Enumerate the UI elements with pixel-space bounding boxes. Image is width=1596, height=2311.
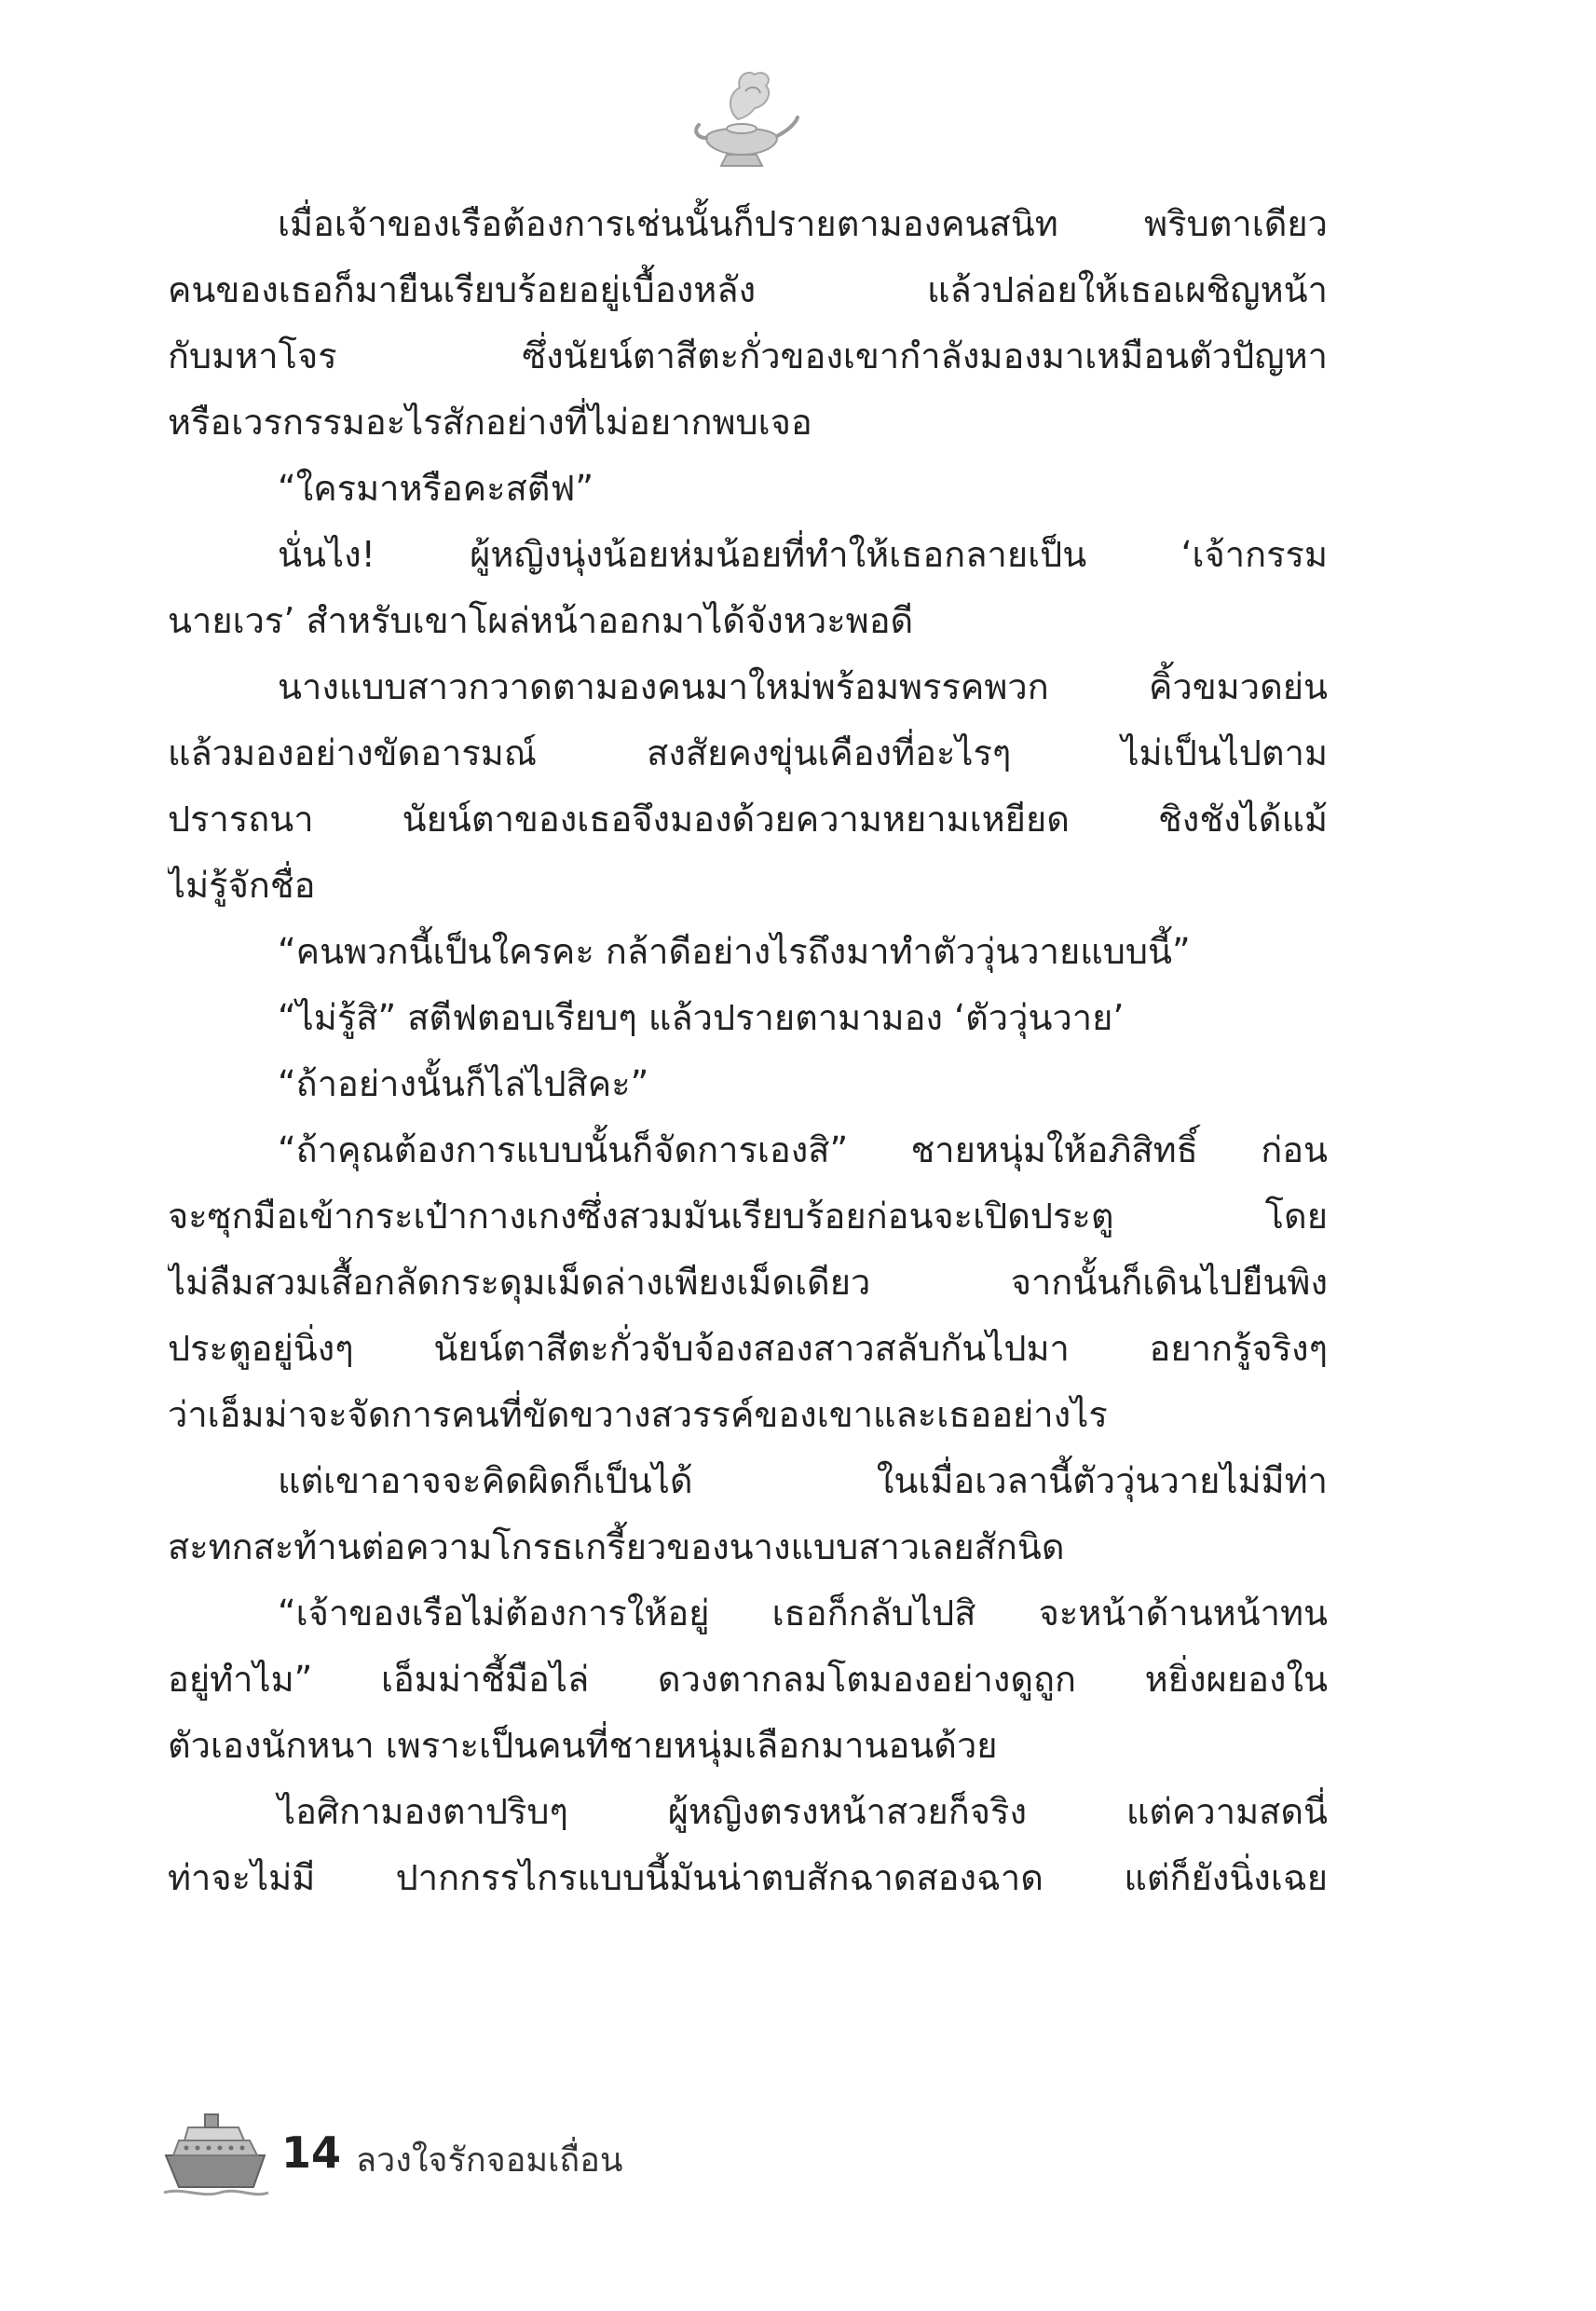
text-line: คนของเธอก็มายืนเรียบร้อยอยู่เบื้องหลัง แล้วปล่อยให้เธอเผชิญหน้า bbox=[168, 269, 1328, 310]
page-number: 14 bbox=[281, 2127, 342, 2178]
text-line: “ใครมาหรือคะสตีฟ” bbox=[278, 468, 594, 509]
text-line: ท่าจะไม่มี ปากกรรไกรแบบนี้มันน่าตบสักฉาดสองฉาด แต่ก็ยังนิ่งเฉย bbox=[168, 1857, 1328, 1898]
text-line: เมื่อเจ้าของเรือต้องการเช่นนั้นก็ปรายตามองคนสนิท พริบตาเดียว bbox=[278, 203, 1328, 244]
text-line: ไอศิกามองตาปริบๆ ผู้หญิงตรงหน้าสวยก็จริง แต่ความสดนี่ bbox=[278, 1791, 1328, 1832]
text-line: ประตูอยู่นิ่งๆ นัยน์ตาสีตะกั่วจับจ้องสองสาวสลับกันไปมา อยากรู้จริงๆ bbox=[168, 1328, 1328, 1369]
text-line: แล้วมองอย่างขัดอารมณ์ สงสัยคงขุ่นเคืองที่อะไรๆ ไม่เป็นไปตาม bbox=[168, 732, 1328, 773]
text-line: “เจ้าของเรือไม่ต้องการให้อยู่ เธอก็กลับไปสิ จะหน้าด้านหน้าทน bbox=[278, 1593, 1328, 1634]
text-line: อยู่ทำไม” เอ็มม่าชี้มือไล่ ดวงตากลมโตมองอย่างดูถูก หยิ่งผยองใน bbox=[168, 1659, 1328, 1700]
text-line: กับมหาโจร ซึ่งนัยน์ตาสีตะกั่วของเขากำลังมองมาเหมือนตัวปัญหา bbox=[168, 335, 1328, 376]
text-line: “คนพวกนี้เป็นใครคะ กล้าดีอย่างไรถึงมาทำตัววุ่นวายแบบนี้” bbox=[278, 931, 1191, 972]
cruise-ship-icon bbox=[160, 2101, 272, 2204]
genie-lamp-icon bbox=[680, 65, 801, 177]
book-title: ลวงใจรักจอมเถื่อน bbox=[356, 2141, 623, 2180]
text-line: “ถ้าอย่างนั้นก็ไล่ไปสิคะ” bbox=[278, 1063, 649, 1104]
text-line: นายเวร’ สำหรับเขาโผล่หน้าออกมาได้จังหวะพอดี bbox=[168, 600, 914, 641]
text-line: แต่เขาอาจจะคิดผิดก็เป็นได้ ในเมื่อเวลานี้ตัววุ่นวายไม่มีท่า bbox=[278, 1460, 1328, 1501]
text-line: ไม่ลืมสวมเสื้อกลัดกระดุมเม็ดล่างเพียงเม็ดเดียว จากนั้นก็เดินไปยืนพิง bbox=[168, 1262, 1328, 1303]
text-line: นางแบบสาวกวาดตามองคนมาใหม่พร้อมพรรคพวก คิ้วขมวดย่น bbox=[278, 666, 1328, 707]
text-line: นั่นไง! ผู้หญิงนุ่งน้อยห่มน้อยที่ทำให้เธอกลายเป็น ‘เจ้ากรรม bbox=[278, 534, 1328, 575]
text-line: สะทกสะท้านต่อความโกรธเกรี้ยวของนางแบบสาวเลยสักนิด bbox=[168, 1526, 1065, 1567]
text-line: ปรารถนา นัยน์ตาของเธอจึงมองด้วยความหยามเหยียด ชิงชังได้แม้ bbox=[168, 799, 1328, 840]
text-line: จะซุกมือเข้ากระเป๋ากางเกงซึ่งสวมมันเรียบร้อยก่อนจะเปิดประตู โดย bbox=[168, 1196, 1328, 1237]
text-line: “ไม่รู้สิ” สตีฟตอบเรียบๆ แล้วปรายตามามอง ‘ตัววุ่นวาย’ bbox=[278, 997, 1125, 1038]
text-line: “ถ้าคุณต้องการแบบนั้นก็จัดการเองสิ” ชายหนุ่มให้อภิสิทธิ์ ก่อน bbox=[278, 1129, 1328, 1170]
text-line: ว่าเอ็มม่าจะจัดการคนที่ขัดขวางสวรรค์ของเขาและเธออย่างไร bbox=[168, 1394, 1108, 1435]
page-footer bbox=[160, 2101, 719, 2204]
page-body bbox=[168, 191, 1328, 1911]
text-line: หรือเวรกรรมอะไรสักอย่างที่ไม่อยากพบเจอ bbox=[168, 402, 812, 443]
text-line: ตัวเองนักหนา เพราะเป็นคนที่ชายหนุ่มเลือกมานอนด้วย bbox=[168, 1725, 998, 1766]
text-line: ไม่รู้จักชื่อ bbox=[168, 865, 316, 906]
